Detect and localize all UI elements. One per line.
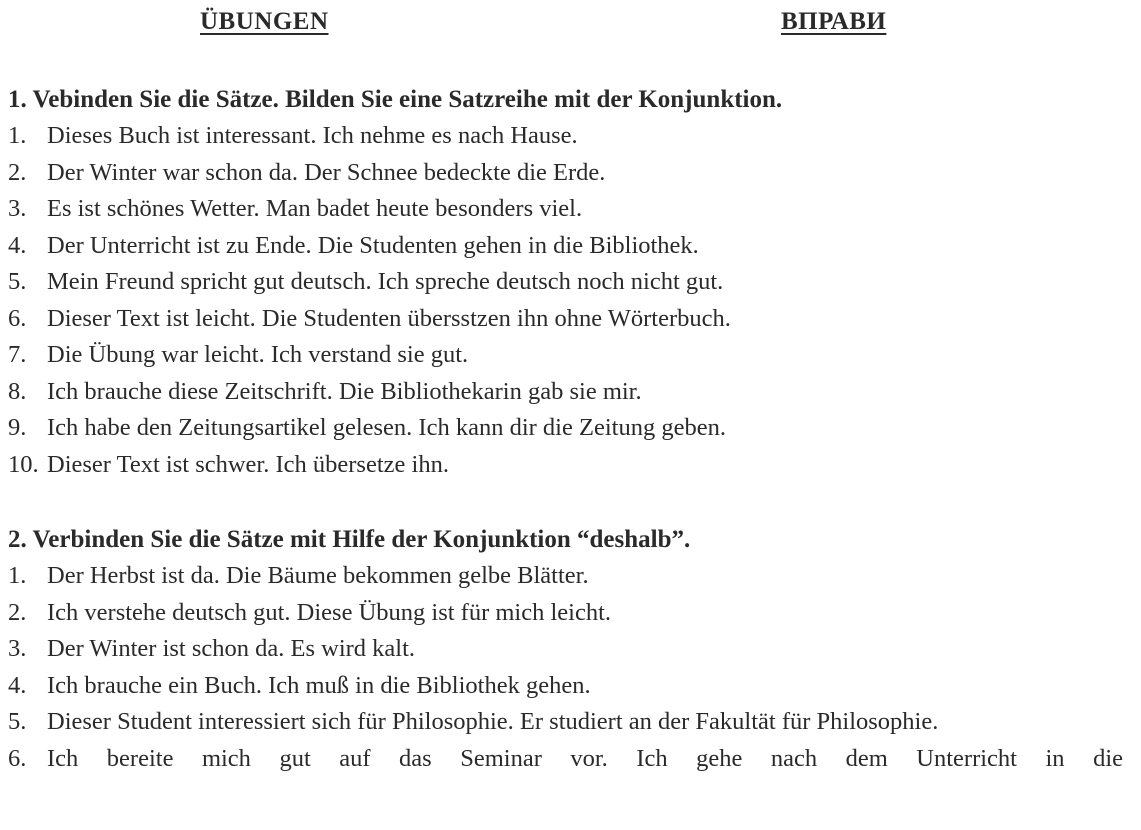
item-number: 2. bbox=[8, 158, 27, 186]
list-item bbox=[8, 447, 1123, 484]
item-number: 8. bbox=[8, 377, 27, 405]
item-text: Dieser Student interessiert sich für Philosophie. Er studiert an der Fakultät für Philosophie. bbox=[47, 708, 939, 735]
list-item bbox=[8, 191, 1123, 228]
item-text: Dieser Text ist leicht. Die Studenten übersstzen ihn ohne Wörterbuch. bbox=[47, 304, 731, 332]
exercise-1-title: 1. Vebinden Sie die Sätze. Bilden Sie eine Satzreihe mit der Konjunktion. bbox=[8, 86, 783, 113]
header-title-ukrainian: ВПРАВИ bbox=[781, 8, 887, 35]
item-text: Ich brauche diese Zeitschrift. Die Bibliothekarin gab sie mir. bbox=[47, 377, 642, 405]
page-header bbox=[0, 8, 1141, 48]
list-item bbox=[8, 410, 1123, 447]
item-number: 9. bbox=[8, 414, 27, 441]
item-number: 1. bbox=[8, 562, 27, 589]
header-title-german: ÜBUNGEN bbox=[200, 8, 329, 35]
item-text: Ich bereite mich gut auf das Seminar vor. Ich gehe nach dem Unterricht in die bbox=[47, 744, 1123, 772]
exercise-2-list bbox=[8, 558, 1123, 777]
item-number: 7. bbox=[8, 341, 27, 368]
item-text: Der Unterricht ist zu Ende. Die Studenten gehen in die Bibliothek. bbox=[47, 231, 699, 259]
item-text: Der Herbst ist da. Die Bäume bekommen gelbe Blätter. bbox=[47, 562, 589, 589]
list-item bbox=[8, 704, 1123, 741]
item-number: 6. bbox=[8, 744, 27, 772]
list-item bbox=[8, 668, 1123, 705]
list-item bbox=[8, 631, 1123, 668]
exercise-1-list bbox=[8, 118, 1123, 483]
item-number: 4. bbox=[8, 231, 27, 259]
list-item bbox=[8, 301, 1123, 338]
list-item bbox=[8, 118, 1123, 155]
item-text: Mein Freund spricht gut deutsch. Ich spreche deutsch noch nicht gut. bbox=[47, 268, 724, 295]
item-number: 4. bbox=[8, 671, 27, 699]
item-text: Der Winter ist schon da. Es wird kalt. bbox=[47, 635, 416, 662]
list-item bbox=[8, 155, 1123, 192]
item-number: 10. bbox=[8, 450, 39, 478]
item-number: 6. bbox=[8, 304, 27, 332]
list-item bbox=[8, 558, 1123, 595]
item-number: 5. bbox=[8, 708, 27, 735]
item-text: Dieser Text ist schwer. Ich übersetze ihn. bbox=[47, 450, 449, 478]
exercise-2 bbox=[8, 522, 1123, 777]
list-item bbox=[8, 337, 1123, 374]
item-number: 2. bbox=[8, 598, 27, 626]
item-number: 3. bbox=[8, 635, 27, 662]
item-text: Ich habe den Zeitungsartikel gelesen. Ich kann dir die Zeitung geben. bbox=[47, 414, 726, 441]
item-text: Ich verstehe deutsch gut. Diese Übung ist für mich leicht. bbox=[47, 598, 612, 626]
list-item bbox=[8, 374, 1123, 411]
item-text: Ich brauche ein Buch. Ich muß in die Bibliothek gehen. bbox=[47, 671, 591, 699]
item-text: Dieses Buch ist interessant. Ich nehme es nach Hause. bbox=[47, 122, 578, 149]
item-text: Der Winter war schon da. Der Schnee bedeckte die Erde. bbox=[47, 158, 606, 186]
list-item bbox=[8, 264, 1123, 301]
item-text: Es ist schönes Wetter. Man badet heute besonders viel. bbox=[47, 195, 583, 222]
list-item bbox=[8, 228, 1123, 265]
item-number: 3. bbox=[8, 195, 27, 222]
exercise-2-title: 2. Verbinden Sie die Sätze mit Hilfe der Konjunktion “deshalb”. bbox=[8, 526, 691, 553]
list-item bbox=[8, 741, 1123, 778]
item-text: Die Übung war leicht. Ich verstand sie gut. bbox=[47, 341, 469, 368]
exercise-1 bbox=[8, 82, 1123, 483]
item-number: 5. bbox=[8, 268, 27, 295]
item-number: 1. bbox=[8, 122, 27, 149]
list-item bbox=[8, 595, 1123, 632]
